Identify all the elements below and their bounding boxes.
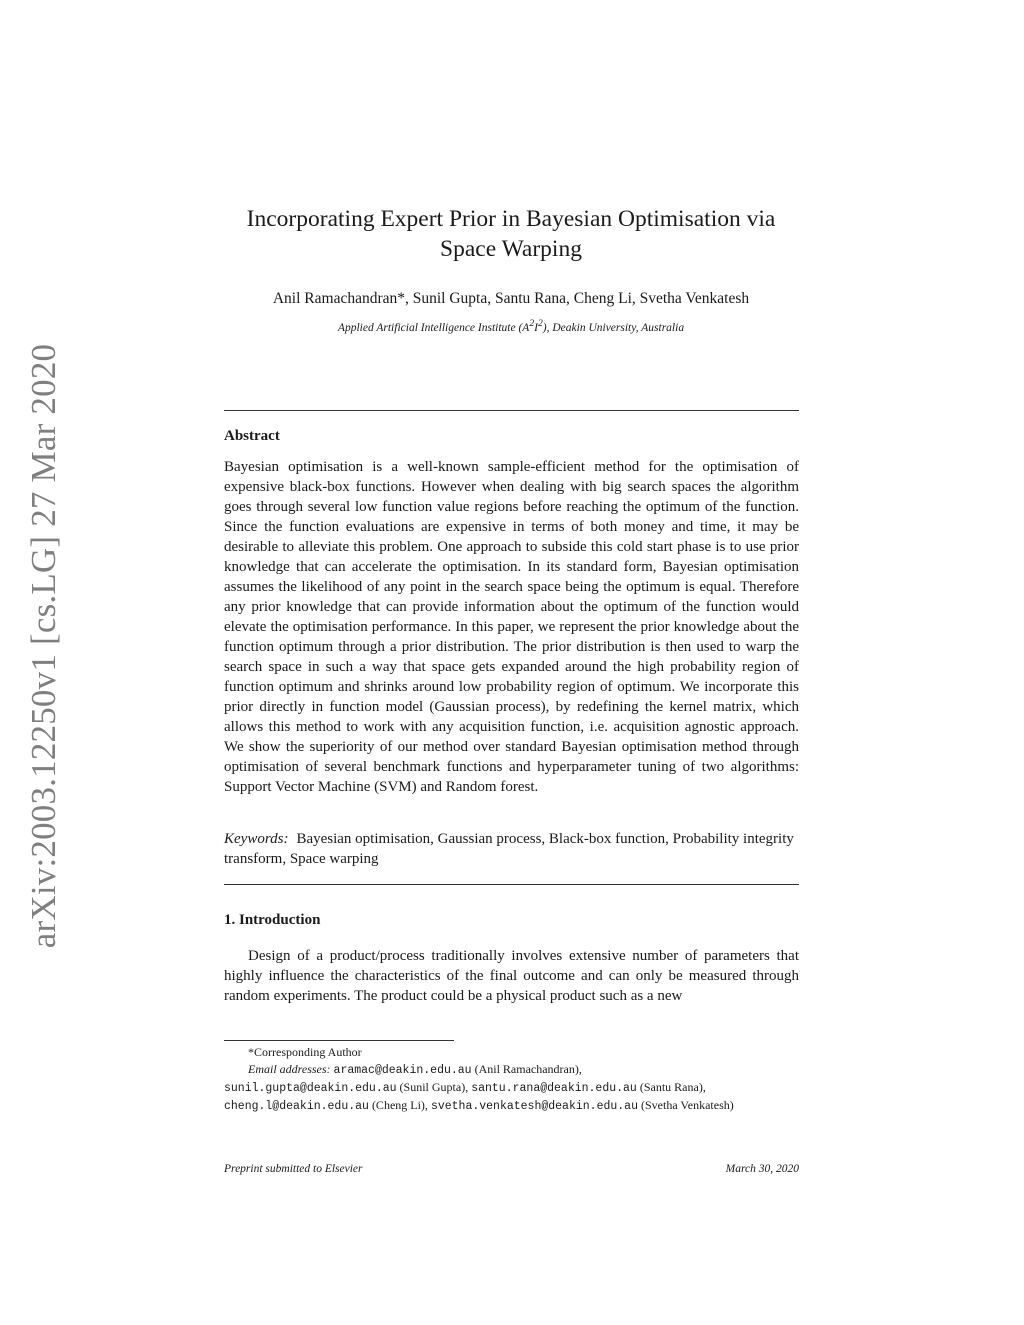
introduction-heading: 1. Introduction	[224, 912, 321, 928]
affiliation-superscript-2: 2	[537, 318, 543, 329]
title-line-1: Incorporating Expert Prior in Bayesian Optimisation via	[246, 206, 776, 232]
keywords-text: Bayesian optimisation, Gaussian process, Black-box function, Probability integrity transform, Space warping	[224, 831, 794, 867]
email-address[interactable]: sunil.gupta@deakin.edu.au	[224, 1082, 397, 1095]
footnote	[224, 1044, 799, 1115]
title-line-2: Space Warping	[440, 236, 582, 262]
email-owner: (Cheng Li),	[371, 1098, 428, 1112]
author-list: Anil Ramachandran*, Sunil Gupta, Santu Rana, Cheng Li, Svetha Venkatesh	[272, 290, 750, 307]
abstract-text: Bayesian optimisation is a well-known sample-efficient method for the optimisation of expensive black-box functions. However when dealing with big search spaces the algorithm goes through several low function value regions before reaching the optimum of the function. Since the function evaluations are expensive in terms of both money and time, it may be desirable to alleviate this problem. One approach to subside this cold start phase is to use prior knowledge that can accelerate the optimisation. In its standard form, Bayesian optimisation assumes the likelihood of any point in the search space being the optimum is equal. Therefore any prior knowledge that can provide information about the optimum of the function would elevate the optimisation performance. In this paper, we represent the prior knowledge about the function optimum through a prior distribution. The prior distribution is then used to warp the search space in such a way that space gets expanded around the high probability region of function optimum and shrinks around low probability region of optimum. We incorporate this prior directly in function model (Gaussian process), by redefining the kernel matrix, which allows this method to work with any acquisition function, i.e. acquisition agnostic approach. We show the superiority of our method over standard Bayesian optimisation method through optimisation of several benchmark functions and hyperparameter tuning of two algorithms: Support Vector Machine (SVM) and Random forest.	[224, 459, 799, 795]
footer-date: March 30, 2020	[725, 1163, 799, 1175]
email-line-3	[224, 1097, 799, 1115]
abstract-heading: Abstract	[224, 428, 280, 444]
arxiv-sidebar	[14, 343, 74, 949]
email-owner: (Svetha Venkatesh)	[640, 1098, 734, 1112]
email-address[interactable]: cheng.l@deakin.edu.au	[224, 1100, 369, 1113]
introduction-text: Design of a product/process traditionally involves extensive number of parameters that highly influence the characteristics of the final outcome and can only be measured through random experiments. The product could be a physical product such as a new	[224, 948, 799, 1004]
corresponding-author-note: *Corresponding Author	[248, 1045, 362, 1059]
footnote-rule	[224, 1040, 454, 1041]
affiliation-suffix: ), Deakin University, Australia	[542, 321, 685, 334]
email-address[interactable]: santu.rana@deakin.edu.au	[471, 1082, 637, 1095]
affiliation-prefix: Applied Artificial Intelligence Institute (A	[337, 321, 530, 334]
affiliation-mid: I	[534, 321, 538, 334]
keywords-label: Keywords:	[224, 831, 289, 847]
abstract-bottom-rule	[224, 884, 799, 885]
affiliation-superscript-1: 2	[529, 318, 535, 329]
email-owner: (Santu Rana),	[639, 1080, 706, 1094]
arxiv-identifier: arXiv:2003.12250v1 [cs.LG] 27 Mar 2020	[24, 343, 63, 949]
keywords	[224, 829, 799, 869]
email-label: Email addresses:	[248, 1062, 331, 1076]
paper-title	[200, 204, 822, 264]
email-owner: (Anil Ramachandran),	[474, 1062, 582, 1076]
email-address[interactable]: aramac@deakin.edu.au	[333, 1064, 472, 1077]
email-owner: (Sunil Gupta),	[399, 1080, 469, 1094]
email-line-1	[224, 1061, 799, 1079]
affiliation	[200, 318, 822, 334]
email-line-2	[224, 1079, 799, 1097]
email-address[interactable]: svetha.venkatesh@deakin.edu.au	[430, 1100, 638, 1113]
footer-preprint-note: Preprint submitted to Elsevier	[224, 1163, 363, 1175]
abstract-top-rule	[224, 410, 799, 411]
